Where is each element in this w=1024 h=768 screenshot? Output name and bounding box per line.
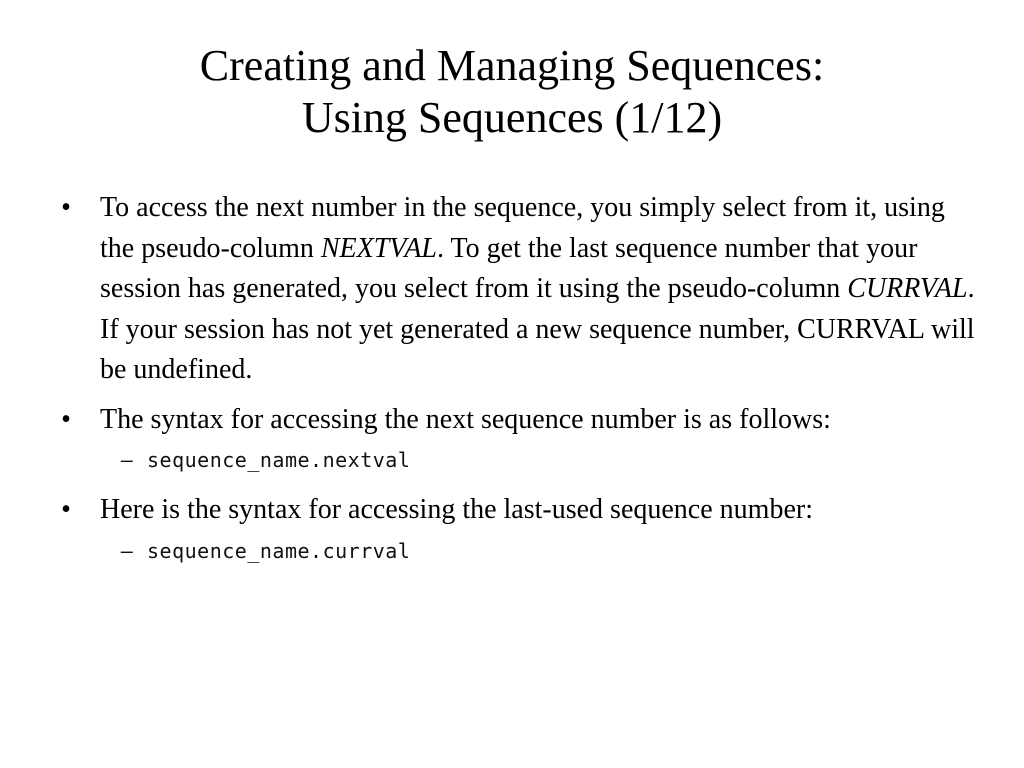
slide-title-line-1: Creating and Managing Sequences: [199, 41, 825, 90]
bullet-item [56, 400, 986, 441]
bullet-text: The syntax for accessing the next sequence number is as follows: [100, 403, 831, 435]
code-currval: sequence_name.currval [147, 538, 411, 563]
bullet-text: Here is the syntax for accessing the last-used sequence number: [100, 494, 813, 525]
sub-bullet-item [56, 445, 986, 475]
bullet-text: . If your session has not yet generated a new sequence number, CURRVAL will be undefined. [100, 273, 975, 385]
bullet-marker: • [61, 403, 71, 435]
slide-body [56, 188, 986, 581]
currval-term: CURRVAL [847, 273, 968, 304]
code-nextval: sequence_name.nextval [147, 448, 411, 472]
sub-bullet-item [56, 536, 986, 566]
sub-bullet-marker: – [120, 538, 134, 563]
bullet-text: . To get the last sequence number that your session has generated, you select from it using the pseudo-column [100, 232, 918, 304]
bullet-item [56, 188, 986, 391]
slide-title-line-2: Using Sequences (1/12) [301, 93, 723, 142]
nextval-term: NEXTVAL [320, 232, 437, 264]
bullet-marker: • [61, 494, 71, 525]
bullet-marker: • [61, 192, 71, 223]
bullet-item [56, 490, 986, 531]
sub-bullet-marker: – [120, 448, 134, 472]
slide-title [0, 40, 1024, 144]
bullet-text: To access the next number in the sequence, you simply select from it, using the pseudo-column [100, 192, 945, 264]
